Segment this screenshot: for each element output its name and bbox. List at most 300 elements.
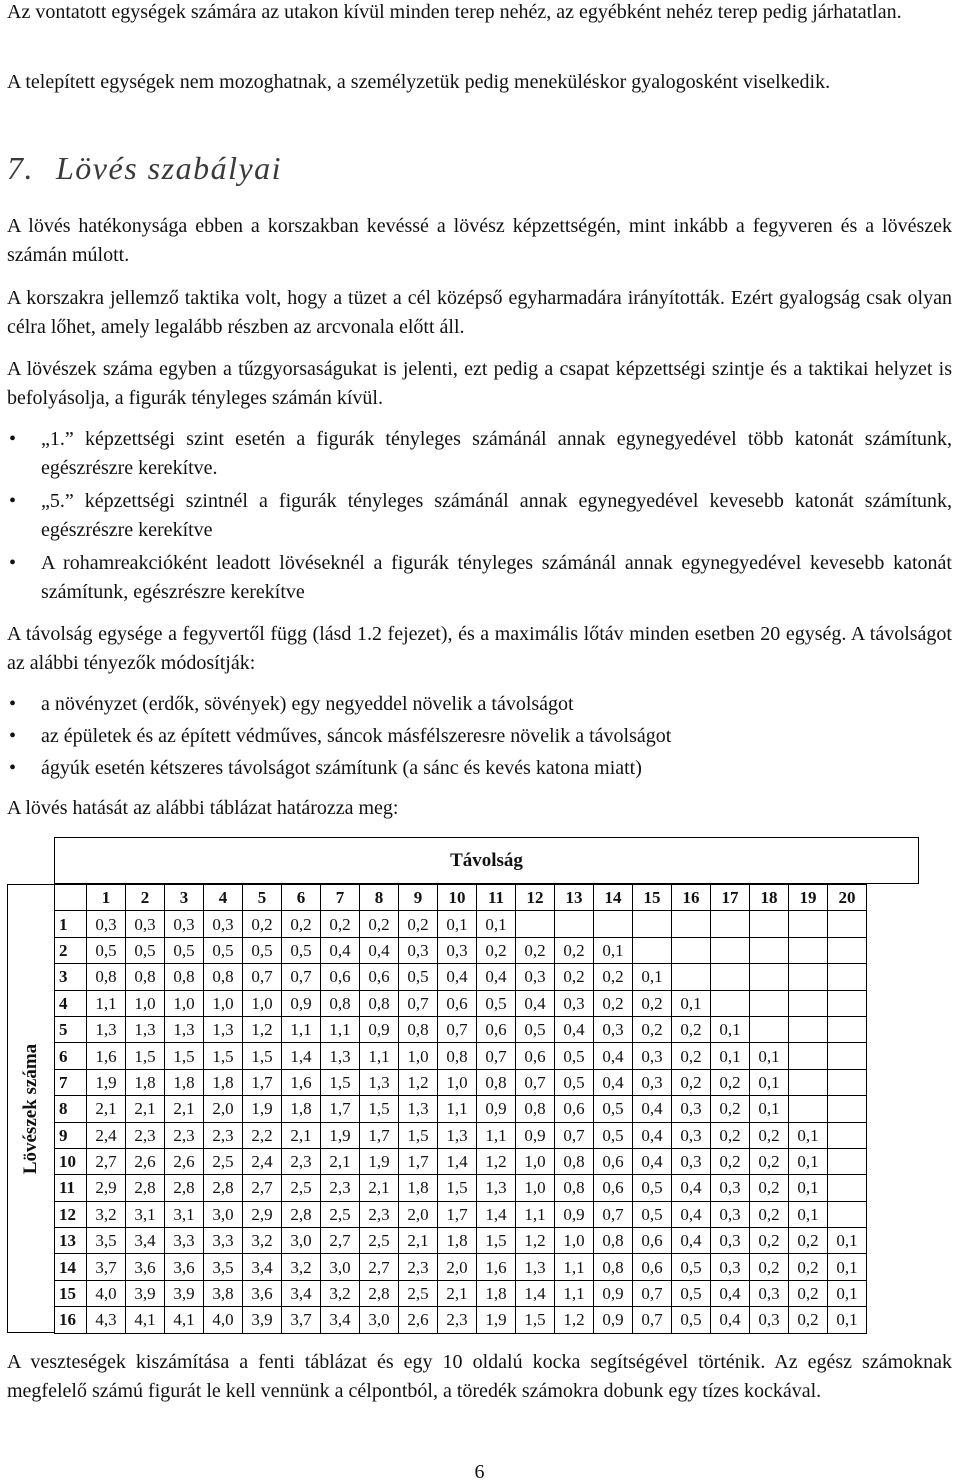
table-cell: 0,2 — [321, 911, 360, 937]
table-cell — [828, 1016, 867, 1042]
table-cell: 2,9 — [243, 1201, 282, 1227]
section-number: 7. — [7, 150, 34, 186]
table-cell — [789, 937, 828, 963]
table-cell: 0,9 — [555, 1201, 594, 1227]
table-row — [55, 1043, 867, 1069]
table-cell: 1,1 — [282, 1016, 321, 1042]
row-header: 2 — [55, 937, 87, 963]
row-header: 14 — [55, 1254, 87, 1280]
column-header: 9 — [399, 885, 438, 911]
table-cell: 2,1 — [87, 1096, 126, 1122]
table-cell: 2,7 — [87, 1148, 126, 1174]
table-cell: 0,4 — [672, 1228, 711, 1254]
table-cell: 0,1 — [828, 1280, 867, 1306]
table-cell: 1,0 — [516, 1148, 555, 1174]
table-cell: 0,5 — [555, 1043, 594, 1069]
row-header: 7 — [55, 1069, 87, 1095]
table-cell: 1,3 — [321, 1043, 360, 1069]
column-header: 19 — [789, 885, 828, 911]
table-cell — [828, 937, 867, 963]
table-cell: 0,2 — [633, 990, 672, 1016]
table-row — [55, 1096, 867, 1122]
row-header: 13 — [55, 1228, 87, 1254]
table-row — [55, 964, 867, 990]
table-cell: 4,1 — [126, 1307, 165, 1333]
table-cell: 1,0 — [555, 1228, 594, 1254]
table-cell: 0,5 — [87, 937, 126, 963]
table-cell — [828, 1148, 867, 1174]
table-cell — [789, 964, 828, 990]
row-header: 9 — [55, 1122, 87, 1148]
table-cell: 2,3 — [204, 1122, 243, 1148]
table-cell: 0,3 — [165, 911, 204, 937]
table-cell: 1,2 — [243, 1016, 282, 1042]
table-cell: 2,1 — [321, 1148, 360, 1174]
list-item: • A rohamreakcióként leadott lövéseknél a figurák tényleges számánál annak egynegyedével kevesebb katonát számítunk, egészrészre kerekítve — [7, 549, 952, 607]
table-cell: 0,7 — [477, 1043, 516, 1069]
bullet-icon: • — [9, 757, 17, 779]
table-cell: 0,6 — [555, 1096, 594, 1122]
table-cell: 0,2 — [555, 937, 594, 963]
table-cell: 0,1 — [711, 1043, 750, 1069]
table-cell: 0,6 — [633, 1228, 672, 1254]
table-cell: 0,3 — [711, 1175, 750, 1201]
table-cell: 3,0 — [360, 1307, 399, 1333]
table-cell: 0,5 — [516, 1016, 555, 1042]
row-axis-label-box — [7, 884, 54, 1333]
row-header: 11 — [55, 1175, 87, 1201]
table-cell: 1,1 — [555, 1280, 594, 1306]
table-cell — [828, 1201, 867, 1227]
table-row — [55, 1254, 867, 1280]
table-cell: 0,3 — [555, 990, 594, 1016]
table-cell: 3,4 — [243, 1254, 282, 1280]
table-cell — [828, 1096, 867, 1122]
row-header: 6 — [55, 1043, 87, 1069]
table-cell: 0,1 — [711, 1016, 750, 1042]
table-cell: 1,8 — [477, 1280, 516, 1306]
table-cell: 1,9 — [360, 1148, 399, 1174]
table-cell: 0,5 — [282, 937, 321, 963]
table-cell: 1,7 — [243, 1069, 282, 1095]
table-cell — [711, 911, 750, 937]
table-cell: 0,1 — [789, 1122, 828, 1148]
skill-modifier-list — [7, 425, 952, 611]
table-cell: 1,3 — [438, 1122, 477, 1148]
table-cell: 3,0 — [321, 1254, 360, 1280]
column-header: 8 — [360, 885, 399, 911]
column-header: 5 — [243, 885, 282, 911]
table-cell: 1,9 — [243, 1096, 282, 1122]
table-cell: 1,5 — [126, 1043, 165, 1069]
column-header: 4 — [204, 885, 243, 911]
table-cell — [828, 911, 867, 937]
table-cell — [789, 1043, 828, 1069]
column-header: 7 — [321, 885, 360, 911]
table-cell: 0,2 — [789, 1254, 828, 1280]
table-cell: 3,1 — [126, 1201, 165, 1227]
paragraph-tactics: A korszakra jellemző taktika volt, hogy a tüzet a cél középső egyharmadára irányították. Ezért gyalogság csak olyan célra lőhet, amely legalább részben az arcvonala előtt áll. — [7, 287, 952, 338]
table-cell: 0,6 — [594, 1175, 633, 1201]
table-cell: 2,5 — [204, 1148, 243, 1174]
table-cell: 2,6 — [399, 1307, 438, 1333]
table-cell: 0,6 — [438, 990, 477, 1016]
table-cell: 2,5 — [282, 1175, 321, 1201]
table-cell: 4,0 — [87, 1280, 126, 1306]
list-item: • „1.” képzettségi szint esetén a figurák tényleges számánál annak egynegyedével több katonát számítunk, egészrészre kerekítve. — [7, 425, 952, 483]
table-cell — [750, 964, 789, 990]
table-cell: 0,1 — [750, 1096, 789, 1122]
table-cell — [633, 937, 672, 963]
table-cell: 1,5 — [243, 1043, 282, 1069]
table-cell: 3,7 — [282, 1307, 321, 1333]
table-cell: 2,8 — [282, 1201, 321, 1227]
table-cell — [633, 911, 672, 937]
paragraph-effectiveness: A lövés hatékonysága ebben a korszakban kevéssé a lövész képzettségén, mint inkább a fegyveren és a lövészek számán múlott. — [7, 215, 952, 266]
table-cell: 2,6 — [165, 1148, 204, 1174]
table-cell: 0,8 — [555, 1175, 594, 1201]
table-cell: 0,4 — [321, 937, 360, 963]
table-cell: 0,7 — [555, 1122, 594, 1148]
table-cell: 1,5 — [204, 1043, 243, 1069]
list-item: • az épületek és az épített védműves, sáncok másfélszeresre növelik a távolságot — [7, 722, 952, 751]
table-cell: 1,3 — [126, 1016, 165, 1042]
table-cell: 2,5 — [321, 1201, 360, 1227]
table-cell: 0,3 — [672, 1122, 711, 1148]
table-cell: 0,2 — [789, 1307, 828, 1333]
table-cell: 1,8 — [438, 1228, 477, 1254]
table-cell: 3,4 — [126, 1228, 165, 1254]
table-cell: 0,2 — [711, 1069, 750, 1095]
table-cell: 1,3 — [204, 1016, 243, 1042]
table-cell: 0,5 — [204, 937, 243, 963]
table-cell — [828, 1043, 867, 1069]
table-cell: 0,9 — [282, 990, 321, 1016]
table-cell: 1,6 — [282, 1069, 321, 1095]
table-cell: 1,3 — [399, 1096, 438, 1122]
table-cell: 3,7 — [87, 1254, 126, 1280]
table-cell: 2,1 — [438, 1280, 477, 1306]
table-cell: 2,8 — [165, 1175, 204, 1201]
table-cell — [555, 911, 594, 937]
paragraph-table-intro: A lövés hatását az alábbi táblázat határozza meg: — [7, 797, 399, 819]
table-cell: 3,9 — [126, 1280, 165, 1306]
table-cell — [750, 937, 789, 963]
column-header: 3 — [165, 885, 204, 911]
table-cell: 1,2 — [399, 1069, 438, 1095]
table-cell: 1,1 — [87, 990, 126, 1016]
table-cell: 1,8 — [399, 1175, 438, 1201]
column-header: 2 — [126, 885, 165, 911]
table-cell: 0,1 — [828, 1307, 867, 1333]
table-cell: 0,4 — [672, 1201, 711, 1227]
table-cell: 0,4 — [555, 1016, 594, 1042]
table-cell: 0,7 — [243, 964, 282, 990]
row-header: 8 — [55, 1096, 87, 1122]
table-cell: 0,8 — [555, 1148, 594, 1174]
table-cell: 2,0 — [204, 1096, 243, 1122]
table-cell: 1,4 — [438, 1148, 477, 1174]
table-corner-cell — [55, 885, 87, 911]
table-cell: 0,7 — [438, 1016, 477, 1042]
column-header: 18 — [750, 885, 789, 911]
table-cell — [828, 964, 867, 990]
table-cell: 3,9 — [243, 1307, 282, 1333]
table-cell: 1,1 — [477, 1122, 516, 1148]
table-cell: 1,1 — [555, 1254, 594, 1280]
table-cell: 0,5 — [126, 937, 165, 963]
table-cell — [516, 911, 555, 937]
page-number: 6 — [474, 1461, 485, 1483]
column-header: 17 — [711, 885, 750, 911]
table-cell: 0,1 — [828, 1254, 867, 1280]
table-cell: 1,9 — [321, 1122, 360, 1148]
table-cell: 0,3 — [633, 1043, 672, 1069]
table-cell: 2,0 — [438, 1254, 477, 1280]
table-cell: 3,6 — [126, 1254, 165, 1280]
table-cell: 0,7 — [633, 1307, 672, 1333]
table-cell: 0,1 — [789, 1175, 828, 1201]
table-cell: 0,6 — [477, 1016, 516, 1042]
table-cell: 1,0 — [516, 1175, 555, 1201]
table-cell: 0,8 — [399, 1016, 438, 1042]
table-cell: 2,0 — [399, 1201, 438, 1227]
table-row — [55, 1069, 867, 1095]
table-cell: 0,8 — [477, 1069, 516, 1095]
table-cell: 3,2 — [243, 1228, 282, 1254]
table-cell: 0,2 — [360, 911, 399, 937]
distance-modifier-list — [7, 690, 952, 786]
table-cell: 2,1 — [282, 1122, 321, 1148]
table-cell: 0,3 — [750, 1307, 789, 1333]
table-cell: 0,8 — [321, 990, 360, 1016]
bullet-icon: • — [9, 428, 17, 450]
section-heading — [7, 150, 282, 187]
table-cell: 0,3 — [204, 911, 243, 937]
table-cell: 0,4 — [672, 1175, 711, 1201]
table-cell: 0,3 — [750, 1280, 789, 1306]
table-cell: 1,8 — [282, 1096, 321, 1122]
table-cell: 1,7 — [360, 1122, 399, 1148]
table-cell: 0,2 — [711, 1096, 750, 1122]
table-cell: 1,1 — [516, 1201, 555, 1227]
table-cell: 0,2 — [672, 1043, 711, 1069]
table-cell: 0,3 — [672, 1148, 711, 1174]
table-cell: 1,8 — [165, 1069, 204, 1095]
table-cell: 0,1 — [828, 1228, 867, 1254]
table-cell: 1,3 — [165, 1016, 204, 1042]
bullet-icon: • — [9, 725, 17, 747]
table-cell: 1,7 — [399, 1148, 438, 1174]
table-cell: 0,2 — [477, 937, 516, 963]
table-cell: 0,2 — [750, 1254, 789, 1280]
table-cell: 1,0 — [204, 990, 243, 1016]
table-cell: 0,7 — [282, 964, 321, 990]
table-cell: 0,8 — [126, 964, 165, 990]
table-row — [55, 1148, 867, 1174]
table-cell: 2,7 — [321, 1228, 360, 1254]
table-cell — [672, 964, 711, 990]
table-cell — [711, 937, 750, 963]
table-cell: 0,3 — [126, 911, 165, 937]
table-row — [55, 1175, 867, 1201]
table-cell — [789, 1016, 828, 1042]
table-cell: 0,1 — [633, 964, 672, 990]
table-cell: 1,4 — [282, 1043, 321, 1069]
table-cell: 0,8 — [438, 1043, 477, 1069]
fire-effect-table — [7, 837, 957, 1337]
table-cell: 0,2 — [282, 911, 321, 937]
table-cell — [750, 990, 789, 1016]
table-cell: 2,8 — [204, 1175, 243, 1201]
table-cell: 3,2 — [282, 1254, 321, 1280]
table-cell: 1,8 — [126, 1069, 165, 1095]
table-cell: 0,3 — [594, 1016, 633, 1042]
table-cell: 0,1 — [438, 911, 477, 937]
table-cell: 0,8 — [165, 964, 204, 990]
table-cell: 0,4 — [438, 964, 477, 990]
table-cell: 0,2 — [750, 1148, 789, 1174]
table-cell: 0,2 — [750, 1175, 789, 1201]
row-header: 3 — [55, 964, 87, 990]
table-cell: 3,3 — [204, 1228, 243, 1254]
column-header: 11 — [477, 885, 516, 911]
table-cell: 2,5 — [360, 1228, 399, 1254]
table-cell: 0,1 — [672, 990, 711, 1016]
table-cell: 3,2 — [87, 1201, 126, 1227]
table-cell: 0,8 — [516, 1096, 555, 1122]
table-cell: 0,9 — [477, 1096, 516, 1122]
table-cell: 1,1 — [360, 1043, 399, 1069]
table-cell: 3,0 — [204, 1201, 243, 1227]
table-cell: 1,5 — [516, 1307, 555, 1333]
table-cell: 2,2 — [243, 1122, 282, 1148]
table-cell: 0,2 — [750, 1228, 789, 1254]
table-cell: 0,8 — [360, 990, 399, 1016]
table-cell: 1,0 — [165, 990, 204, 1016]
table-cell: 0,4 — [633, 1096, 672, 1122]
table-cell — [828, 1069, 867, 1095]
table-cell: 1,5 — [360, 1096, 399, 1122]
table-cell: 0,4 — [360, 937, 399, 963]
table-cell: 0,7 — [633, 1280, 672, 1306]
table-cell: 0,7 — [594, 1201, 633, 1227]
table-cell — [711, 990, 750, 1016]
table-row — [55, 937, 867, 963]
table-cell: 1,4 — [477, 1201, 516, 1227]
table-cell: 2,1 — [165, 1096, 204, 1122]
table-row — [55, 1280, 867, 1306]
column-header: 20 — [828, 885, 867, 911]
table-cell — [789, 911, 828, 937]
table-cell: 0,5 — [633, 1201, 672, 1227]
table-cell: 0,9 — [516, 1122, 555, 1148]
table-cell: 0,4 — [711, 1307, 750, 1333]
table-cell: 2,3 — [321, 1175, 360, 1201]
table-row — [55, 1307, 867, 1333]
table-cell: 0,2 — [516, 937, 555, 963]
row-header: 10 — [55, 1148, 87, 1174]
list-item: • a növényzet (erdők, sövények) egy negyeddel növelik a távolságot — [7, 690, 952, 719]
table-cell: 1,0 — [399, 1043, 438, 1069]
table-cell: 0,7 — [516, 1069, 555, 1095]
table-cell: 2,9 — [87, 1175, 126, 1201]
table-cell: 0,4 — [477, 964, 516, 990]
table-cell — [789, 1096, 828, 1122]
table-cell: 2,1 — [399, 1228, 438, 1254]
bullet-icon: • — [9, 693, 17, 715]
table-cell: 4,1 — [165, 1307, 204, 1333]
table-cell: 0,2 — [750, 1201, 789, 1227]
section-title: Lövés szabályai — [56, 150, 283, 186]
table-cell: 1,6 — [477, 1254, 516, 1280]
table-cell: 0,1 — [789, 1201, 828, 1227]
table-cell: 1,9 — [87, 1069, 126, 1095]
table-cell — [711, 964, 750, 990]
table-cell: 1,7 — [321, 1096, 360, 1122]
table-cell: 1,3 — [477, 1175, 516, 1201]
table-cell: 0,5 — [672, 1280, 711, 1306]
column-header: 15 — [633, 885, 672, 911]
table-cell — [750, 911, 789, 937]
table-cell: 2,4 — [243, 1148, 282, 1174]
table-cell: 0,4 — [594, 1069, 633, 1095]
table-cell: 0,5 — [594, 1122, 633, 1148]
table-cell: 3,0 — [282, 1228, 321, 1254]
table-cell: 0,6 — [321, 964, 360, 990]
row-header: 16 — [55, 1307, 87, 1333]
column-header: 12 — [516, 885, 555, 911]
table-cell: 0,2 — [711, 1148, 750, 1174]
table-cell: 2,3 — [438, 1307, 477, 1333]
table-cell: 0,9 — [360, 1016, 399, 1042]
table-cell: 0,9 — [594, 1307, 633, 1333]
table-cell: 0,1 — [477, 911, 516, 937]
table-cell: 1,6 — [87, 1043, 126, 1069]
paragraph-closing: A veszteségek kiszámítása a fenti táblázat és egy 10 oldalú kocka segítségével történik. Az egész számoknak megfelelő számú figurát le kell vennünk a célpontból, a töredék számokra dobunk egy tízes kockával. — [7, 1351, 952, 1402]
table-cell: 2,7 — [360, 1254, 399, 1280]
table-cell — [828, 990, 867, 1016]
table-cell: 2,4 — [87, 1122, 126, 1148]
table-cell: 0,5 — [594, 1096, 633, 1122]
table-cell: 0,1 — [594, 937, 633, 963]
table-cell: 0,3 — [399, 937, 438, 963]
table-cell: 1,0 — [243, 990, 282, 1016]
column-header: 14 — [594, 885, 633, 911]
table-header-row — [55, 885, 867, 911]
table-cell: 3,4 — [282, 1280, 321, 1306]
table-cell — [672, 937, 711, 963]
table-cell: 0,5 — [399, 964, 438, 990]
table-cell: 2,3 — [282, 1148, 321, 1174]
table-cell: 1,5 — [438, 1175, 477, 1201]
table-cell: 0,2 — [555, 964, 594, 990]
table-cell: 1,9 — [477, 1307, 516, 1333]
table-cell: 2,1 — [126, 1096, 165, 1122]
column-header: 13 — [555, 885, 594, 911]
table-cell: 1,1 — [321, 1016, 360, 1042]
table-cell: 2,3 — [360, 1201, 399, 1227]
row-header: 1 — [55, 911, 87, 937]
table-cell: 3,6 — [243, 1280, 282, 1306]
table-cell: 0,4 — [594, 1043, 633, 1069]
paragraph-distance: A távolság egysége a fegyvertől függ (lásd 1.2 fejezet), és a maximális lőtáv minden esetben 20 egység. A távolságot az alábbi tényezők módosítják: — [7, 623, 952, 674]
table-row — [55, 1201, 867, 1227]
table-cell: 0,3 — [87, 911, 126, 937]
table-cell: 0,3 — [711, 1228, 750, 1254]
row-header: 15 — [55, 1280, 87, 1306]
table-cell: 0,3 — [438, 937, 477, 963]
